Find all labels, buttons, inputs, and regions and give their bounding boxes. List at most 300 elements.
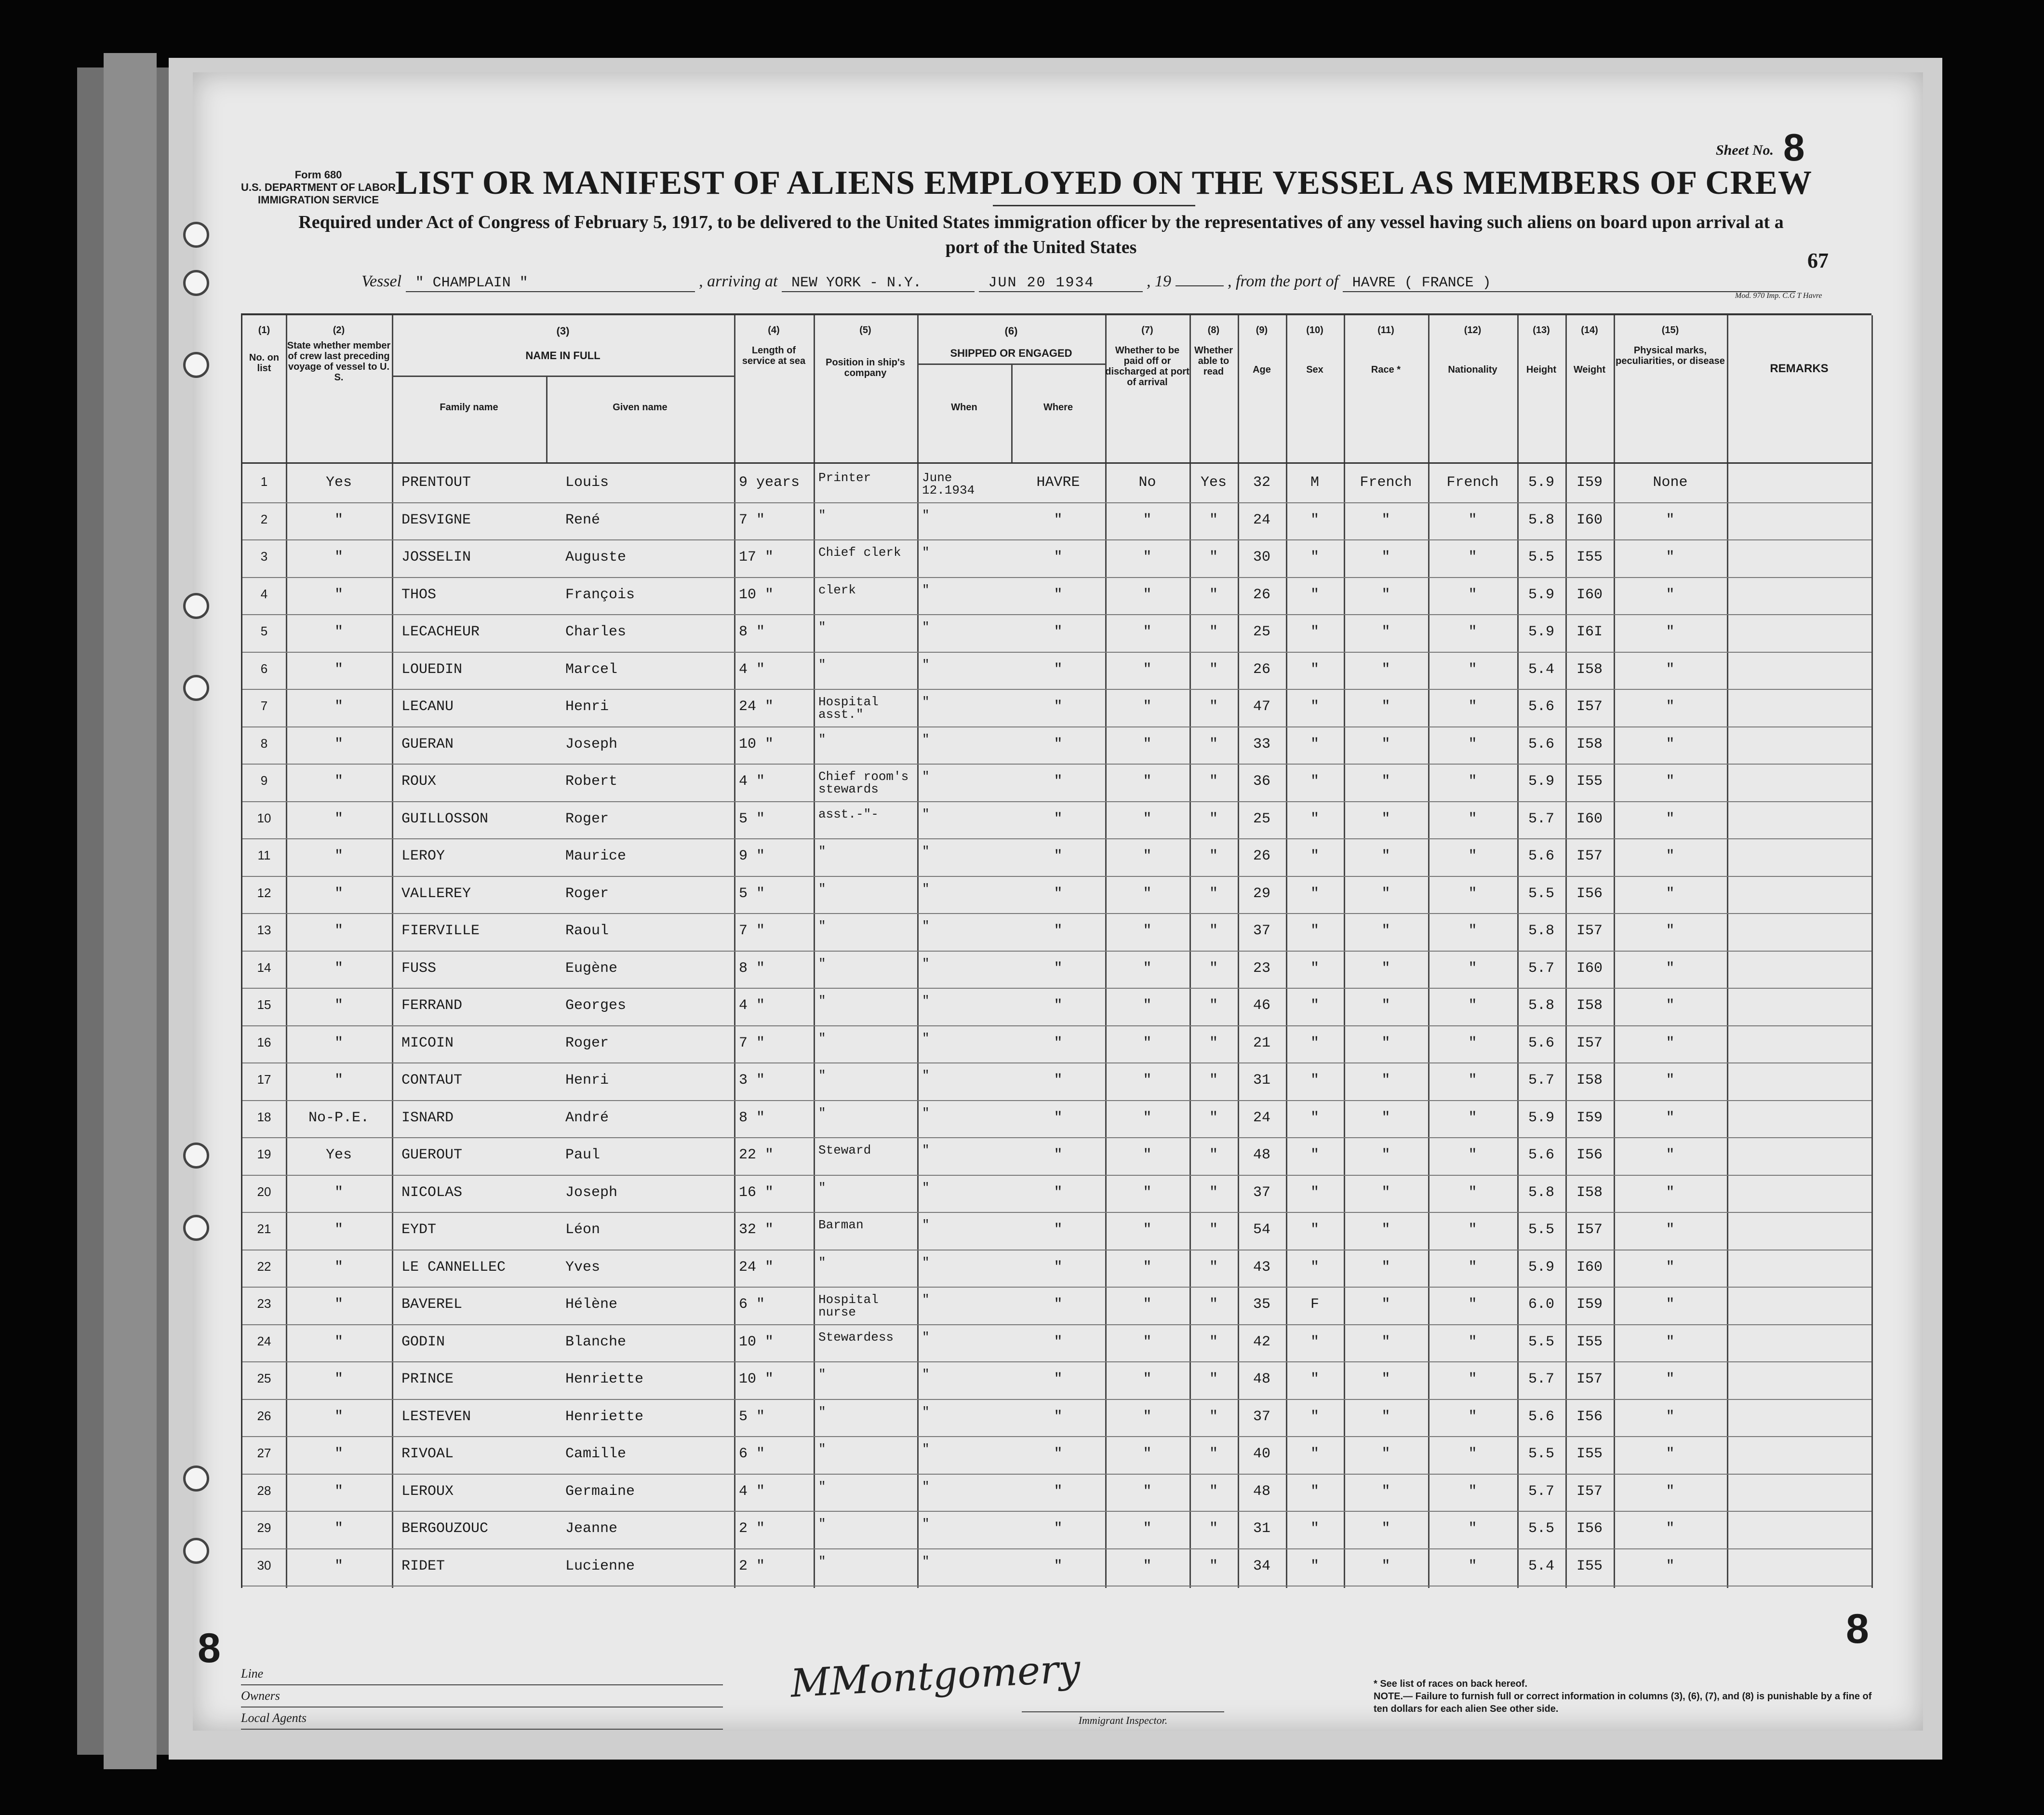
cell-weight: I57 <box>1576 1483 1603 1500</box>
cell-when: " <box>922 1068 930 1083</box>
cell-family: GUILLOSSON <box>401 810 489 827</box>
cell-race: " <box>1381 1147 1390 1163</box>
cell-age: 54 <box>1253 1222 1270 1238</box>
cell-no: 1 <box>260 474 268 489</box>
subtitle <box>246 210 1836 260</box>
cell-nat: " <box>1468 1296 1477 1313</box>
cell-when: " <box>922 919 930 933</box>
cell-age: 48 <box>1253 1371 1270 1387</box>
cell-no: 21 <box>257 1222 271 1236</box>
cell-sex: F <box>1310 1296 1319 1313</box>
cell-height: 5.9 <box>1528 1109 1554 1126</box>
col-number: (10) <box>1306 325 1323 336</box>
cell-weight: I55 <box>1576 549 1603 565</box>
cell-marks: " <box>1666 661 1675 678</box>
cell-sex: " <box>1310 1184 1319 1201</box>
cell-nat: " <box>1468 997 1477 1014</box>
cell-height: 5.6 <box>1528 736 1554 753</box>
cell-position: " <box>818 1180 826 1195</box>
cell-service: 10 " <box>739 736 774 753</box>
cell-service: 9 " <box>739 848 765 864</box>
cell-where: " <box>1054 1558 1063 1574</box>
cell-when: " <box>922 1367 930 1382</box>
cell-state: " <box>334 960 343 977</box>
cell-service: 9 years <box>739 474 800 491</box>
cell-when: " <box>922 956 930 971</box>
cell-given: Henriette <box>565 1371 644 1387</box>
col-7-header <box>1105 325 1189 388</box>
where-header: Where <box>1043 402 1073 413</box>
cell-position: " <box>818 1479 826 1494</box>
cell-race: " <box>1381 586 1390 603</box>
cell-read: " <box>1209 885 1218 902</box>
cell-marks: " <box>1666 1222 1675 1238</box>
cell-marks: " <box>1666 1371 1675 1387</box>
cell-age: 21 <box>1253 1035 1270 1051</box>
cell-race: " <box>1381 810 1390 827</box>
cell-sex: " <box>1310 885 1319 902</box>
cell-position: Printer <box>818 471 871 485</box>
cell-age: 47 <box>1253 699 1270 715</box>
cell-state: No-P.E. <box>308 1109 370 1126</box>
col-number: (9) <box>1256 325 1268 336</box>
cell-service: 5 " <box>739 810 765 827</box>
cell-nat: " <box>1468 1222 1477 1238</box>
cell-sex: " <box>1310 1520 1319 1537</box>
cell-when: " <box>922 1143 930 1157</box>
cell-position: Hospital nurse <box>818 1292 879 1319</box>
cell-read: " <box>1209 1296 1218 1313</box>
cell-height: 5.5 <box>1528 1520 1554 1537</box>
cell-given: Camille <box>565 1446 627 1462</box>
cell-read: " <box>1209 810 1218 827</box>
cell-where: " <box>1054 960 1063 977</box>
local-agents-label: Local Agents <box>241 1707 723 1730</box>
cell-weight: I55 <box>1576 1333 1603 1350</box>
cell-state: " <box>334 885 343 902</box>
cell-marks: " <box>1666 1483 1675 1500</box>
cell-service: 17 " <box>739 549 774 565</box>
col-12-header <box>1428 325 1517 375</box>
cell-height: 5.7 <box>1528 960 1554 977</box>
cell-position: Hospital asst." <box>818 695 879 722</box>
cell-race: " <box>1381 1035 1390 1051</box>
cell-age: 37 <box>1253 923 1270 939</box>
cell-marks: " <box>1666 1333 1675 1350</box>
cell-state: " <box>334 773 343 790</box>
cell-weight: I60 <box>1576 810 1603 827</box>
cell-read: " <box>1209 661 1218 678</box>
cell-age: 37 <box>1253 1408 1270 1425</box>
cell-no: 30 <box>257 1558 271 1573</box>
cell-where: " <box>1054 923 1063 939</box>
arrival-port: NEW YORK - N.Y. <box>782 275 975 292</box>
cell-race: " <box>1381 1296 1390 1313</box>
row-divider <box>242 913 1871 914</box>
row-divider <box>242 1361 1871 1362</box>
cell-given: François <box>565 586 635 603</box>
cell-where: " <box>1054 1446 1063 1462</box>
cell-where: " <box>1054 1371 1063 1387</box>
cell-position: " <box>818 1554 826 1569</box>
cell-marks: " <box>1666 699 1675 715</box>
cell-when: " <box>922 620 930 634</box>
cell-service: 7 " <box>739 511 765 528</box>
cell-marks: " <box>1666 586 1675 603</box>
cell-read: " <box>1209 1184 1218 1201</box>
cell-when: " <box>922 1218 930 1232</box>
cell-weight: I58 <box>1576 1184 1603 1201</box>
cell-service: 8 " <box>739 624 765 640</box>
cell-state: " <box>334 923 343 939</box>
col-number: (8) <box>1207 325 1220 336</box>
cell-paid: " <box>1143 848 1152 864</box>
printer-note: Mod. 970 Imp. C.G T Havre <box>1735 292 1822 300</box>
cell-race: " <box>1381 848 1390 864</box>
cell-no: 8 <box>260 736 268 751</box>
cell-no: 25 <box>257 1371 271 1385</box>
cell-state: Yes <box>325 474 352 491</box>
cell-state: Yes <box>325 1147 352 1163</box>
inspector-label: Immigrant Inspector. <box>1022 1711 1224 1727</box>
cell-when: " <box>922 1554 930 1569</box>
cell-where: " <box>1054 736 1063 753</box>
cell-marks: " <box>1666 736 1675 753</box>
cell-age: 23 <box>1253 960 1270 977</box>
cell-sex: " <box>1310 773 1319 790</box>
cell-height: 5.8 <box>1528 923 1554 939</box>
cell-paid: " <box>1143 1446 1152 1462</box>
cell-state: " <box>334 1184 343 1201</box>
punch-hole <box>183 1538 209 1564</box>
cell-paid: " <box>1143 810 1152 827</box>
cell-nat: " <box>1468 1408 1477 1425</box>
cell-height: 5.5 <box>1528 1222 1554 1238</box>
cell-where: " <box>1054 1483 1063 1500</box>
col-label: NAME IN FULL <box>525 350 601 362</box>
cell-sex: M <box>1310 474 1319 491</box>
cell-family: MICOIN <box>401 1035 454 1051</box>
cell-no: 27 <box>257 1446 271 1460</box>
cell-where: " <box>1054 848 1063 864</box>
cell-service: 4 " <box>739 1483 765 1500</box>
cell-where: " <box>1054 1109 1063 1126</box>
cell-paid: " <box>1143 1184 1152 1201</box>
cell-where: " <box>1054 773 1063 790</box>
cell-age: 26 <box>1253 586 1270 603</box>
cell-read: Yes <box>1200 474 1227 491</box>
cell-sex: " <box>1310 810 1319 827</box>
cell-height: 5.7 <box>1528 810 1554 827</box>
cell-read: " <box>1209 624 1218 640</box>
cell-sex: " <box>1310 1446 1319 1462</box>
cell-given: Robert <box>565 773 618 790</box>
punch-hole <box>183 1215 209 1241</box>
cell-nat: " <box>1468 624 1477 640</box>
col-number: (15) <box>1661 325 1679 336</box>
cell-state: " <box>334 1259 343 1276</box>
cell-service: 32 " <box>739 1222 774 1238</box>
cell-given: Roger <box>565 810 609 827</box>
col-label: No. on list <box>249 352 280 374</box>
cell-where: " <box>1054 1333 1063 1350</box>
col-label: Position in ship's company <box>826 357 905 378</box>
cell-service: 4 " <box>739 773 765 790</box>
cell-position: Chief clerk <box>818 545 901 560</box>
cell-state: " <box>334 1222 343 1238</box>
cell-given: Henri <box>565 1072 609 1089</box>
col-4-header <box>734 325 814 366</box>
cell-when: " <box>922 994 930 1008</box>
cell-state: " <box>334 1520 343 1537</box>
cell-nat: " <box>1468 1035 1477 1051</box>
cell-state: " <box>334 586 343 603</box>
cell-given: Joseph <box>565 1184 618 1201</box>
cell-service: 7 " <box>739 923 765 939</box>
cell-service: 3 " <box>739 1072 765 1089</box>
cell-sex: " <box>1310 1259 1319 1276</box>
col-label: Nationality <box>1448 364 1497 375</box>
cell-given: Hélène <box>565 1296 618 1313</box>
cell-when: June 12.1934 <box>922 471 975 497</box>
footer-fields <box>241 1663 723 1730</box>
cell-position: " <box>818 956 826 971</box>
cell-read: " <box>1209 848 1218 864</box>
cell-family: EYDT <box>401 1222 437 1238</box>
row-divider <box>242 1287 1871 1288</box>
cell-read: " <box>1209 586 1218 603</box>
row-divider <box>242 726 1871 727</box>
cell-height: 5.8 <box>1528 997 1554 1014</box>
arriving-label: , arriving at <box>699 272 778 290</box>
cell-read: " <box>1209 1259 1218 1276</box>
cell-service: 6 " <box>739 1296 765 1313</box>
col-5-header <box>814 325 917 378</box>
footnotes <box>1374 1678 1880 1715</box>
cell-service: 6 " <box>739 1446 765 1462</box>
cell-weight: I60 <box>1576 960 1603 977</box>
cell-state: " <box>334 1483 343 1500</box>
cell-no: 29 <box>257 1520 271 1535</box>
cell-position: Steward <box>818 1143 871 1157</box>
cell-state: " <box>334 1296 343 1313</box>
cell-marks: " <box>1666 885 1675 902</box>
cell-height: 5.6 <box>1528 1147 1554 1163</box>
row-divider <box>242 1137 1871 1138</box>
cell-given: Henriette <box>565 1408 644 1425</box>
corner-sheet-number-right: 8 <box>1846 1606 1869 1652</box>
col-label: Age <box>1253 364 1271 375</box>
remarks-header: REMARKS <box>1770 362 1829 375</box>
cell-no: 4 <box>260 586 268 601</box>
cell-age: 40 <box>1253 1446 1270 1462</box>
cell-paid: " <box>1143 1558 1152 1574</box>
cell-nat: " <box>1468 923 1477 939</box>
binder-clip <box>104 53 157 1769</box>
cell-given: Louis <box>565 474 609 491</box>
cell-service: 4 " <box>739 661 765 678</box>
owners-label: Owners <box>241 1685 723 1707</box>
cell-paid: " <box>1143 549 1152 565</box>
cell-sex: " <box>1310 661 1319 678</box>
cell-position: " <box>818 732 826 747</box>
cell-when: " <box>922 1404 930 1419</box>
cell-marks: " <box>1666 923 1675 939</box>
cell-paid: " <box>1143 1259 1152 1276</box>
family-name-header: Family name <box>440 402 498 413</box>
cell-no: 6 <box>260 661 268 676</box>
cell-family: JOSSELIN <box>401 549 471 565</box>
cell-sex: " <box>1310 586 1319 603</box>
row-divider <box>242 614 1871 615</box>
row-divider <box>242 1175 1871 1176</box>
cell-read: " <box>1209 1408 1218 1425</box>
cell-age: 43 <box>1253 1259 1270 1276</box>
cell-no: 17 <box>257 1072 271 1087</box>
cell-when: " <box>922 1442 930 1456</box>
col-label: Whether to be paid off or discharged at port of arrival <box>1105 345 1189 388</box>
line-label: Line <box>241 1663 723 1685</box>
cell-position: Barman <box>818 1218 864 1232</box>
cell-sex: " <box>1310 923 1319 939</box>
cell-nat: " <box>1468 586 1477 603</box>
cell-service: 8 " <box>739 1109 765 1126</box>
cell-nat: " <box>1468 661 1477 678</box>
cell-when: " <box>922 1255 930 1270</box>
cell-no: 12 <box>257 885 271 900</box>
cell-given: René <box>565 511 601 528</box>
col-label: Sex <box>1306 364 1323 375</box>
cell-given: André <box>565 1109 609 1126</box>
cell-state: " <box>334 1446 343 1462</box>
cell-race: " <box>1381 736 1390 753</box>
cell-age: 24 <box>1253 1109 1270 1126</box>
cell-weight: I55 <box>1576 1558 1603 1574</box>
row-divider <box>242 951 1871 952</box>
cell-no: 23 <box>257 1296 271 1311</box>
cell-no: 26 <box>257 1408 271 1423</box>
date-stamp: JUN 20 1934 <box>979 275 1143 292</box>
cell-no: 5 <box>260 624 268 638</box>
cell-sex: " <box>1310 736 1319 753</box>
cell-age: 25 <box>1253 810 1270 827</box>
cell-nat: " <box>1468 885 1477 902</box>
cell-sex: " <box>1310 549 1319 565</box>
cell-family: PRENTOUT <box>401 474 471 491</box>
cell-height: 5.5 <box>1528 549 1554 565</box>
cell-family: ISNARD <box>401 1109 454 1126</box>
cell-sex: " <box>1310 1222 1319 1238</box>
col-label: SHIPPED OR ENGAGED <box>950 347 1072 359</box>
col-3-header <box>392 325 734 362</box>
cell-nat: " <box>1468 1446 1477 1462</box>
cell-no: 19 <box>257 1147 271 1161</box>
cell-when: " <box>922 732 930 747</box>
cell-no: 9 <box>260 773 268 788</box>
cell-weight: I57 <box>1576 848 1603 864</box>
cell-height: 5.5 <box>1528 885 1554 902</box>
cell-age: 30 <box>1253 549 1270 565</box>
cell-sex: " <box>1310 1483 1319 1500</box>
cell-read: " <box>1209 1483 1218 1500</box>
cell-marks: " <box>1666 1147 1675 1163</box>
cell-given: Blanche <box>565 1333 627 1350</box>
cell-no: 7 <box>260 699 268 713</box>
cell-sex: " <box>1310 848 1319 864</box>
cell-family: THOS <box>401 586 437 603</box>
col-label: Race * <box>1371 364 1401 375</box>
cell-paid: " <box>1143 773 1152 790</box>
col-label: State whether member of crew last preceding voyage of vessel to U. S. <box>287 340 391 383</box>
cell-nat: " <box>1468 1558 1477 1574</box>
cell-no: 15 <box>257 997 271 1012</box>
cell-age: 26 <box>1253 848 1270 864</box>
cell-height: 5.9 <box>1528 624 1554 640</box>
punch-hole <box>183 1465 209 1492</box>
cell-read: " <box>1209 511 1218 528</box>
cell-race: " <box>1381 549 1390 565</box>
row-divider <box>242 1212 1871 1213</box>
cell-nat: " <box>1468 549 1477 565</box>
cell-given: Paul <box>565 1147 601 1163</box>
service-name: IMMIGRATION SERVICE <box>258 194 379 206</box>
cell-sex: " <box>1310 997 1319 1014</box>
department-name: U.S. DEPARTMENT OF LABOR <box>241 181 396 193</box>
cell-weight: I58 <box>1576 1072 1603 1089</box>
cell-position: " <box>818 994 826 1008</box>
cell-when: " <box>922 844 930 859</box>
cell-marks: " <box>1666 511 1675 528</box>
cell-family: RIDET <box>401 1558 445 1574</box>
cell-when: " <box>922 1330 930 1344</box>
cell-paid: " <box>1143 1333 1152 1350</box>
given-name-header: Given name <box>613 402 668 413</box>
cell-family: ROUX <box>401 773 437 790</box>
row-divider <box>242 876 1871 877</box>
cell-sex: " <box>1310 699 1319 715</box>
penalty-note: NOTE.— Failure to furnish full or correct information in columns (3), (6), (7), and (8) is punishable by a fine of ten dollars for each alien See other side. <box>1374 1691 1872 1714</box>
cell-nat: " <box>1468 1483 1477 1500</box>
cell-age: 48 <box>1253 1147 1270 1163</box>
cell-weight: I56 <box>1576 1520 1603 1537</box>
row-divider <box>242 502 1871 503</box>
cell-paid: " <box>1143 736 1152 753</box>
cell-read: " <box>1209 1109 1218 1126</box>
cell-sex: " <box>1310 1371 1319 1387</box>
cell-paid: " <box>1143 1371 1152 1387</box>
cell-family: FUSS <box>401 960 437 977</box>
cell-sex: " <box>1310 960 1319 977</box>
cell-sex: " <box>1310 1408 1319 1425</box>
cell-where: " <box>1054 1296 1063 1313</box>
cell-marks: " <box>1666 549 1675 565</box>
row-divider <box>242 764 1871 765</box>
punch-hole <box>183 270 209 296</box>
cell-family: LECANU <box>401 699 454 715</box>
cell-position: Stewardess <box>818 1330 894 1344</box>
cell-weight: I57 <box>1576 699 1603 715</box>
cell-age: 31 <box>1253 1072 1270 1089</box>
cell-given: Marcel <box>565 661 618 678</box>
cell-nat: " <box>1468 1520 1477 1537</box>
cell-paid: " <box>1143 1296 1152 1313</box>
cell-position: " <box>818 881 826 896</box>
cell-no: 11 <box>257 848 271 862</box>
cell-race: " <box>1381 885 1390 902</box>
cell-marks: " <box>1666 1296 1675 1313</box>
cell-where: " <box>1054 661 1063 678</box>
cell-sex: " <box>1310 1558 1319 1574</box>
